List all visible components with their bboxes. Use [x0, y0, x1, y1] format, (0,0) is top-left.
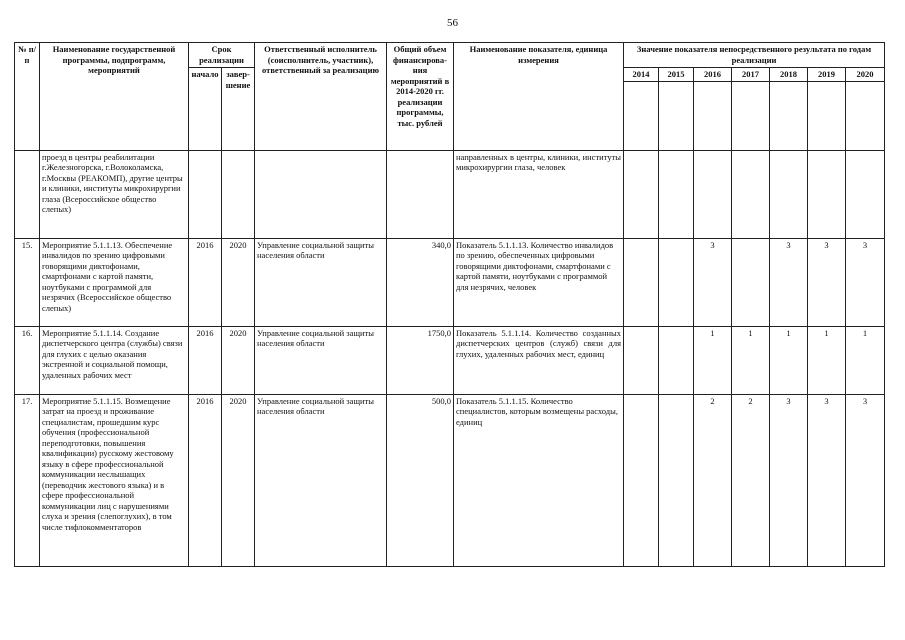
- table-row: [15, 238, 885, 326]
- header-year: 2015: [659, 68, 694, 82]
- header-no: № п/п: [15, 43, 40, 151]
- header-row-1: [15, 43, 885, 68]
- row-value: [624, 326, 659, 394]
- row-value: 1: [694, 326, 732, 394]
- header-year: 2014: [624, 68, 659, 82]
- row-value: [732, 150, 770, 238]
- row-value: [694, 150, 732, 238]
- row-end: [222, 150, 255, 238]
- row-no: [15, 150, 40, 238]
- header-year: 2018: [770, 68, 808, 82]
- table-row: [15, 326, 885, 394]
- header-year: 2017: [732, 68, 770, 82]
- row-value: 1: [732, 326, 770, 394]
- row-funding: 1750,0: [387, 326, 454, 394]
- header-end: завер-шение: [222, 68, 255, 151]
- row-indicator: Показатель 5.1.1.15. Количество специалистов, которым возмещены расходы, единиц: [454, 394, 624, 566]
- header-start: начало: [189, 68, 222, 151]
- row-value: 3: [846, 238, 885, 326]
- header-year: 2020: [846, 68, 885, 82]
- row-executor: [255, 150, 387, 238]
- indicators-table: [14, 42, 885, 567]
- row-value: 1: [808, 326, 846, 394]
- row-value: [732, 238, 770, 326]
- row-value: 1: [770, 326, 808, 394]
- row-start: [189, 150, 222, 238]
- row-indicator: направленных в центры, клиники, институты микрохирургии глаза, человек: [454, 150, 624, 238]
- table-row: [15, 150, 885, 238]
- row-program: Мероприятие 5.1.1.15. Возмещение затрат на проезд и проживание специалистам, прошедшим курс обучения (профессиональной переподготовки, повышения квалификации) русскому жестовому языку в сфере профессиональной коммуникации неслышащих (переводчик жестового языка) и в сфере профессиональной коммуникации лиц с нарушениями слуха и зрения (слепоглухих), в том числе тифлокомментаторов: [40, 394, 189, 566]
- row-value: 3: [808, 238, 846, 326]
- row-executor: Управление социальной защиты населения области: [255, 326, 387, 394]
- header-funding: Общий объем финансирова-ния мероприятий в 2014-2020 гг. реализации программы, тыс. рублей: [387, 43, 454, 151]
- row-program: Мероприятие 5.1.1.14. Создание диспетчерского центра (службы) связи для глухих с целью оказания экстренной и социальной помощи, удаленных рабочих мест: [40, 326, 189, 394]
- row-funding: 500,0: [387, 394, 454, 566]
- row-executor: Управление социальной защиты населения области: [255, 238, 387, 326]
- row-indicator: Показатель 5.1.1.13. Количество инвалидов по зрению, обеспеченных цифровыми говорящими диктофонами, смартфонами с картой памяти, ноутбуками с программой для незрячих, человек: [454, 238, 624, 326]
- header-values-title: Значение показателя непосредственного результата по годам реализации: [624, 43, 885, 68]
- row-no: 17.: [15, 394, 40, 566]
- row-funding: 340,0: [387, 238, 454, 326]
- header-program: Наименование государственной программы, подпрограмм, мероприятий: [40, 43, 189, 151]
- row-value: 3: [770, 238, 808, 326]
- row-value: [808, 150, 846, 238]
- row-value: 2: [732, 394, 770, 566]
- row-value: [624, 394, 659, 566]
- row-value: [659, 394, 694, 566]
- page-number: 56: [447, 17, 458, 29]
- row-end: 2020: [222, 326, 255, 394]
- row-start: 2016: [189, 238, 222, 326]
- row-value: [659, 150, 694, 238]
- header-term: Срок реализации: [189, 43, 255, 68]
- row-end: 2020: [222, 394, 255, 566]
- row-end: 2020: [222, 238, 255, 326]
- row-value: 3: [808, 394, 846, 566]
- row-program: проезд в центры реабилитации г.Железногорска, г.Волоколамска, г.Москвы (РЕАКОМП), другие центры и клиники, институты микрохирургии глаза (Всероссийское общество слепых): [40, 150, 189, 238]
- row-value: 3: [846, 394, 885, 566]
- row-start: 2016: [189, 326, 222, 394]
- row-value: [770, 150, 808, 238]
- row-no: 16.: [15, 326, 40, 394]
- row-value: 3: [694, 238, 732, 326]
- row-value: [659, 238, 694, 326]
- row-indicator: Показатель 5.1.1.14. Количество созданных диспетчерских центров (служб) связи для глухих, удаленных рабочих мест, единиц: [454, 326, 624, 394]
- row-value: [659, 326, 694, 394]
- row-value: 3: [770, 394, 808, 566]
- row-value: [624, 238, 659, 326]
- table-row: [15, 394, 885, 566]
- row-start: 2016: [189, 394, 222, 566]
- row-value: [846, 150, 885, 238]
- header-indicator: Наименование показателя, единица измерения: [454, 43, 624, 151]
- row-executor: Управление социальной защиты населения области: [255, 394, 387, 566]
- row-value: [624, 150, 659, 238]
- row-program: Мероприятие 5.1.1.13. Обеспечение инвалидов по зрению цифровыми говорящими диктофонами, смартфонами с картой памяти, ноутбуками с программой для незрячих (Всероссийское общество слепых): [40, 238, 189, 326]
- row-no: 15.: [15, 238, 40, 326]
- header-year: 2016: [694, 68, 732, 82]
- header-year: 2019: [808, 68, 846, 82]
- row-funding: [387, 150, 454, 238]
- header-executor: Ответственный исполнитель (соисполнитель, участник), ответственный за реализацию: [255, 43, 387, 151]
- row-value: 1: [846, 326, 885, 394]
- row-value: 2: [694, 394, 732, 566]
